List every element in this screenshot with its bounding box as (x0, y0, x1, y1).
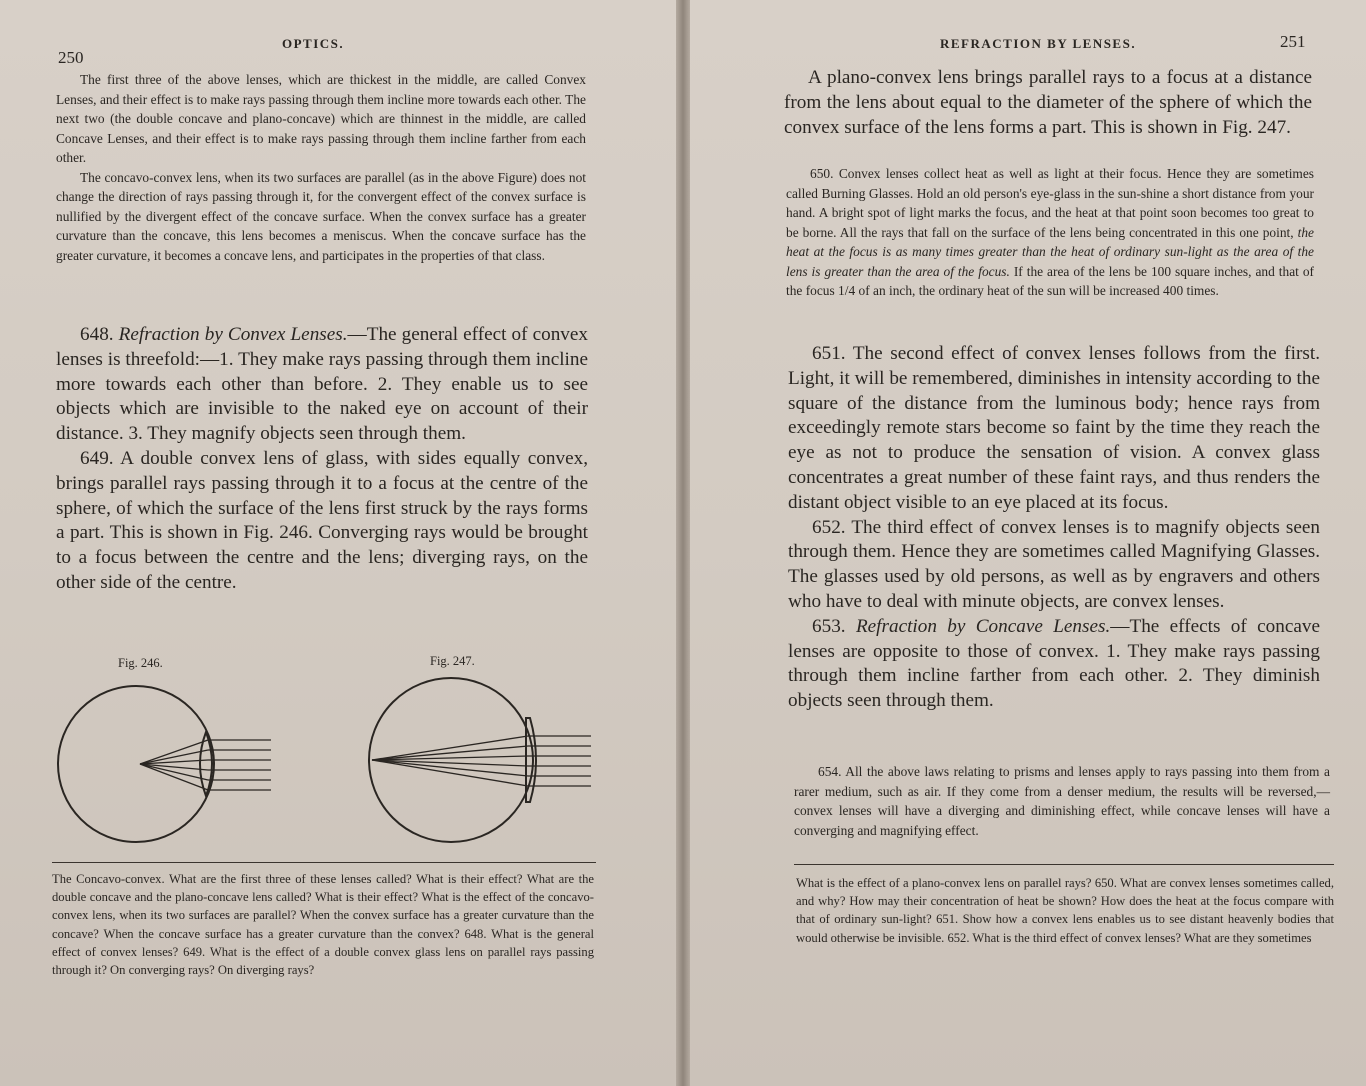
book-gutter (676, 0, 690, 1086)
running-head: REFRACTION BY LENSES. (940, 36, 1137, 51)
fig-247-label: Fig. 247. (430, 654, 475, 668)
para-648-text: —The general effect of convex lenses is threefold:—1. They make rays passing through them incline more towards each other than before. 2. They enable us to see objects which are invisible to the naked eye on account of their distance. 3. They magnify objects seen through them. (56, 324, 589, 445)
para-654: 654. All the above laws relating to prisms and lenses apply to rays passing into them from a rarer medium, such as air. If they come from a denser medium, the results will be reversed,—convex lenses will have a diverging and diminishing effect, while concave lenses will have a converging and magnifying effect. (794, 764, 1330, 838)
page-number: 250 (58, 48, 84, 67)
left-page (0, 0, 676, 1086)
review-questions: The Concavo-convex. What are the first three of these lenses called? What is their effect? What are the double concave and the plano-concave lens called? What is their effect? What is the effect of the concavo-convex lens, when its two surfaces are parallel? When the convex surface has a greater curvature than the concave? When the concave surface has a greater curvature than the convex? 648. What is the general effect of convex lenses? 649. What is the effect of a double convex glass lens on parallel rays passing through it? On converging rays? On diverging rays? (52, 872, 594, 978)
fig-247-diagram (366, 676, 596, 848)
right-page (690, 0, 1366, 1086)
main-text (56, 323, 588, 596)
para-concavo-convex: The concavo-convex lens, when its two surfaces are parallel (as in the above Figure) does not change the direction of rays passing through it, for the convergent effect of the convex surface is nullified by the divergent effect of the concave surface. When the convex surface has a greater curvature than the concave, this lens becomes a meniscus. When the concave surface has the greater curvature, it becomes a concave lens, and participates in the properties of that class. (56, 169, 586, 263)
divider-rule (794, 864, 1334, 865)
para-650-text-a: 650. Convex lenses collect heat as well as light at their focus. Hence they are sometimes called Burning Glasses. Hold an old person's eye-glass in the sun-shine a short distance from your hand. A bright spot of light marks the focus, and the heat at that point soon becomes too great to be borne. All the rays that fall on the surface of the lens being concentrated in this one point, (786, 166, 1314, 240)
para-653 (788, 615, 1320, 714)
para-650-italic: the heat at the focus is as many times greater than the heat of ordinary sun-light as the area of the lens is greater than the area of the focus. (786, 224, 1314, 279)
para-653-number: 653. (812, 615, 846, 637)
small-text (786, 164, 1314, 301)
para-654-block (794, 762, 1330, 840)
para-653-text: —The effects of concave lenses are opposite to those of convex. 1. They make rays passing through them incline farther from each other. 2. They diminish objects seen through them. (788, 615, 1320, 712)
running-head: OPTICS. (282, 36, 345, 51)
para-652: 652. The third effect of convex lenses is to magnify objects seen through them. Hence they are sometimes called Magnifying Glasses. The glasses used by old persons, as well as by engravers and others who have to deal with minute objects, are convex lenses. (788, 516, 1320, 612)
intro-text (56, 70, 586, 265)
para-649: 649. A double convex lens of glass, with sides equally convex, brings parallel rays passing through it to a focus at the centre of the sphere, of which the surface of the lens first struck by the rays forms a part. This is shown in Fig. 246. Converging rays would be brought to a focus between the centre and the lens; diverging rays, on the other side of the centre. (56, 447, 588, 593)
para-plano-convex: A plano-convex lens brings parallel rays to a focus at a distance from the lens about equal to the diameter of the sphere of which the convex surface of the lens forms a part. This is shown in Fig. 247. (784, 67, 1312, 138)
divider-rule (52, 862, 596, 863)
page-number: 251 (1280, 32, 1306, 51)
para-648-number: 648. (80, 324, 114, 345)
para-650 (786, 164, 1314, 301)
fig-246-label: Fig. 246. (118, 656, 163, 670)
para-653-title: Refraction by Concave Lenses. (855, 615, 1111, 637)
para-648 (56, 323, 588, 447)
plano-text (784, 66, 1312, 140)
para-convex-concave: The first three of the above lenses, which are thickest in the middle, are called Convex Lenses, and their effect is to make rays passing through them incline more towards each other. The next two (the double concave and plano-concave) which are thinnest in the middle, are called Concave Lenses, and their effect is to make rays passing through them incline farther from each other. (56, 72, 586, 165)
para-648-title: Refraction by Convex Lenses. (118, 324, 348, 345)
review-questions: What is the effect of a plano-convex lens on parallel rays? 650. What are convex lenses sometimes called, and why? How may their concentration of heat be shown? How does the heat at the focus compare with that of ordinary sun-light? 651. Show how a convex lens enables us to see distant heavenly bodies that would otherwise be invisible. 652. What is the third effect of convex lenses? What are they sometimes (796, 876, 1334, 945)
para-650-text-b: If the area of the lens be 100 square inches, and that of the focus 1/4 of an inch, the ordinary heat of the sun will be increased 400 times. (786, 263, 1314, 298)
fig-246-diagram (56, 680, 276, 850)
main-text (788, 342, 1320, 714)
para-651: 651. The second effect of convex lenses follows from the first. Light, it will be remembered, diminishes in intensity according to the square of the distance from the luminous body; hence rays from exceedingly remote stars become so faint by the time they reach the eye as not to produce the sensation of vision. A convex glass concentrates a great number of these faint rays, and thus renders the distant object visible to an eye placed at its focus. (788, 343, 1320, 513)
